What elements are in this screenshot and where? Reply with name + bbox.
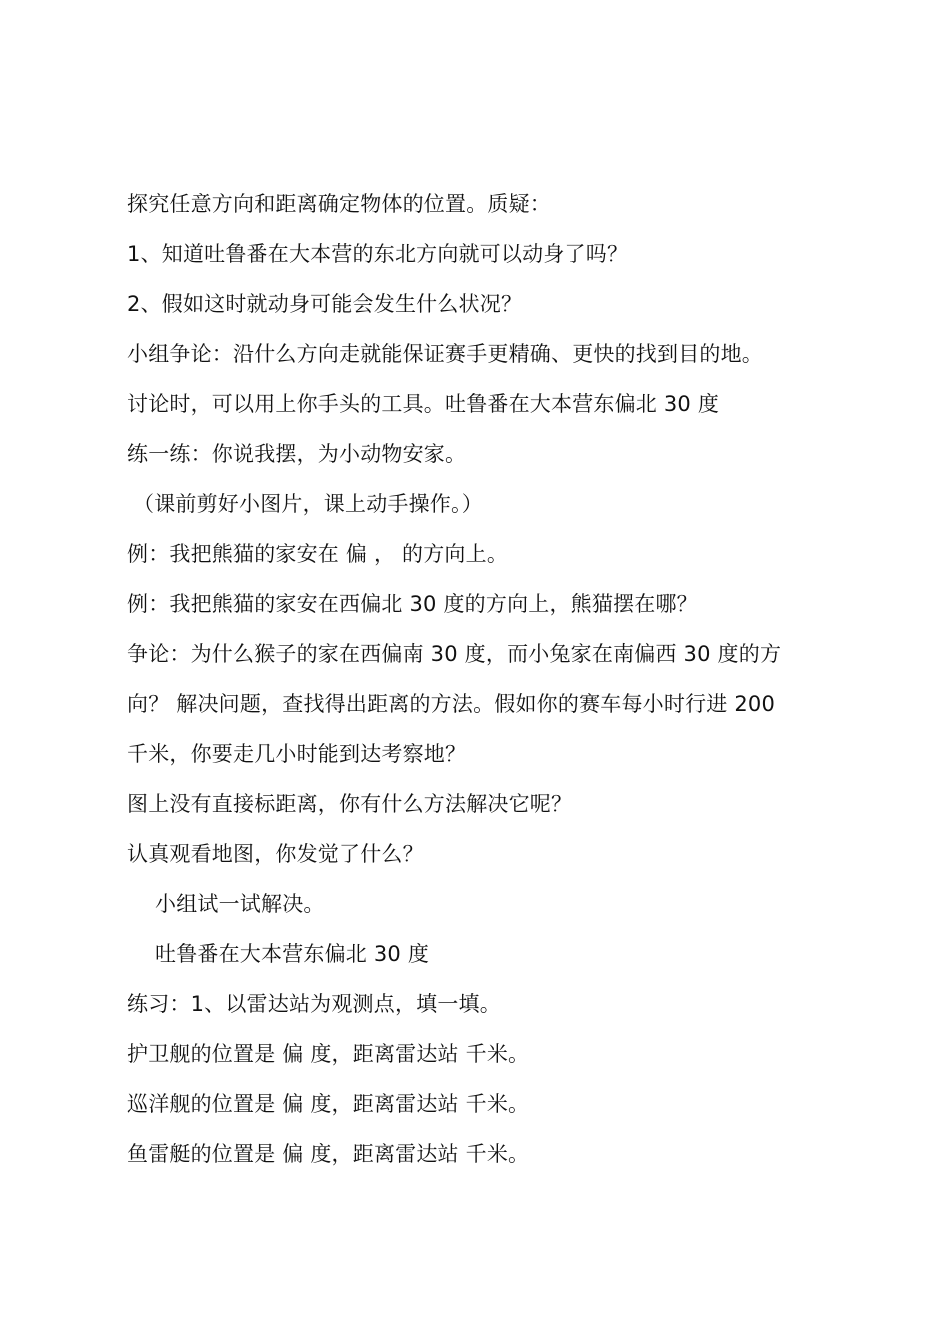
practice-heading: 练一练：你说我摆，为小动物安家。 bbox=[127, 442, 467, 466]
debate-line-1: 争论：为什么猴子的家在西偏南 30 度，而小兔家在南偏西 30 度的方 bbox=[127, 642, 782, 666]
debate-line-2: 向？ 解决问题，查找得出距离的方法。假如你的赛车每小时行进 200 bbox=[127, 692, 776, 716]
question-2: 2、假如这时就动身可能会发生什么状况？ bbox=[127, 292, 523, 316]
example-2: 例：我把熊猫的家安在西偏北 30 度的方向上，熊猫摆在哪？ bbox=[127, 592, 698, 616]
group-try: 小组试一试解决。 bbox=[155, 892, 325, 916]
practice-note: （课前剪好小图片，课上动手操作。） bbox=[133, 492, 483, 516]
frigate-blank: 护卫舰的位置是 偏 度，距离雷达站 千米。 bbox=[127, 1042, 530, 1066]
map-distance-question: 图上没有直接标距离，你有什么方法解决它呢？ bbox=[127, 792, 573, 816]
example-1: 例：我把熊猫的家安在 偏 ， 的方向上。 bbox=[127, 542, 509, 566]
observe-map: 认真观看地图，你发觉了什么？ bbox=[127, 842, 424, 866]
exercise-heading: 练习：1、以雷达站为观测点，填一填。 bbox=[127, 992, 501, 1016]
group-discussion: 小组争论：沿什么方向走就能保证赛手更精确、更快的找到目的地。 bbox=[127, 342, 763, 366]
debate-line-3: 千米，你要走几小时能到达考察地？ bbox=[127, 742, 467, 766]
cruiser-blank: 巡洋舰的位置是 偏 度，距离雷达站 千米。 bbox=[127, 1092, 530, 1116]
paragraph-explore: 探究任意方向和距离确定物体的位置。质疑： bbox=[127, 192, 551, 216]
turpan-direction: 吐鲁番在大本营东偏北 30 度 bbox=[155, 942, 430, 966]
question-1: 1、知道吐鲁番在大本营的东北方向就可以动身了吗？ bbox=[127, 242, 629, 266]
discussion-tools: 讨论时，可以用上你手头的工具。吐鲁番在大本营东偏北 30 度 bbox=[127, 392, 720, 416]
torpedo-boat-blank: 鱼雷艇的位置是 偏 度，距离雷达站 千米。 bbox=[127, 1142, 530, 1166]
